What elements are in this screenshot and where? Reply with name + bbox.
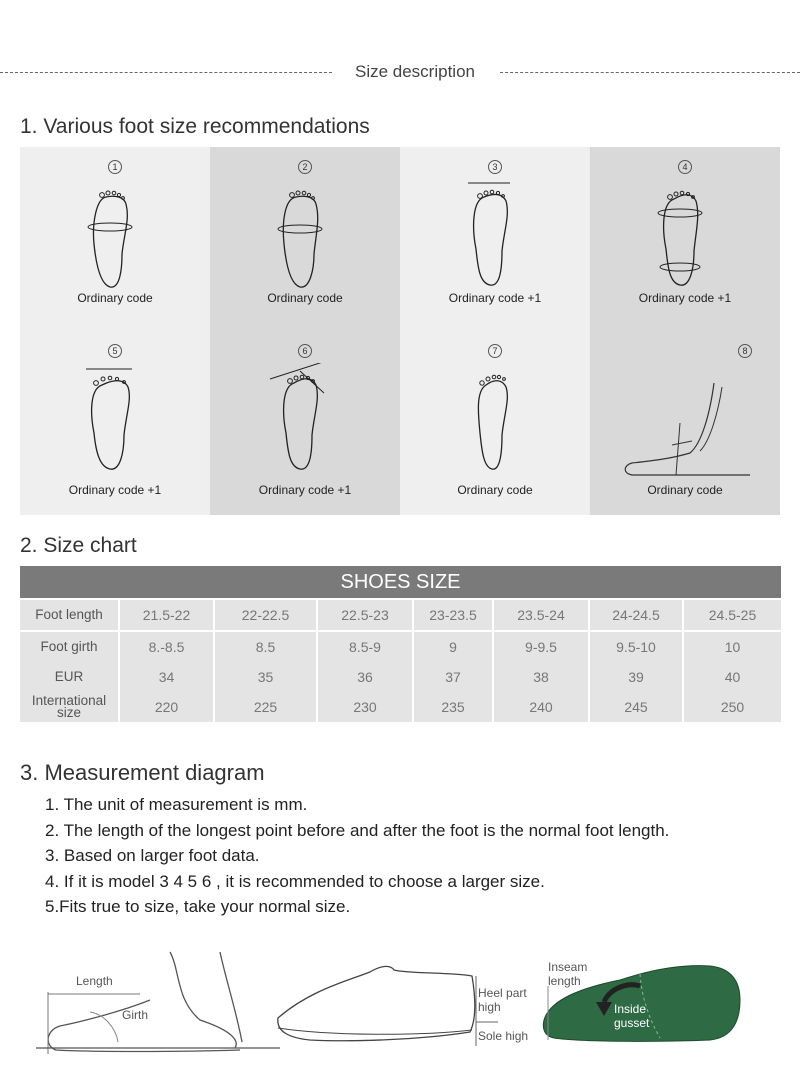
note-item: 3. Based on larger foot data. <box>45 846 260 865</box>
size-chart-row <box>20 692 781 722</box>
size-cell: 35 <box>215 662 318 692</box>
foot-type-cell <box>20 147 210 331</box>
item-number: 8 <box>738 344 752 358</box>
note-item: 1. The unit of measurement is mm. <box>45 795 308 814</box>
section-heading-measurement: 3. Measurement diagram <box>20 760 265 785</box>
size-cell: 240 <box>494 692 590 722</box>
foot-slanted-toes-icon <box>260 363 350 483</box>
size-chart-banner: SHOES SIZE <box>20 566 781 598</box>
inside-gusset-label <box>614 1002 649 1030</box>
foot-width-icon <box>450 179 540 299</box>
section-title-bar <box>0 60 800 84</box>
foot-type-cell <box>20 331 210 515</box>
shoe-height-diagram <box>270 950 500 1060</box>
size-chart-row <box>20 600 781 630</box>
foot-type-cell <box>590 147 780 331</box>
foot-type-cell <box>590 331 780 515</box>
dashed-divider-left <box>0 72 332 73</box>
size-cell: 24.5-25 <box>684 600 781 630</box>
item-number: 6 <box>298 344 312 358</box>
size-cell: 23-23.5 <box>414 600 494 630</box>
foot-length-diagram <box>30 950 290 1060</box>
size-chart-row <box>20 662 781 692</box>
foot-type-cell <box>210 331 400 515</box>
size-cell: 220 <box>120 692 215 722</box>
item-number: 1 <box>108 160 122 174</box>
foot-type-caption: Ordinary code +1 <box>448 291 542 305</box>
measurement-notes <box>45 792 669 920</box>
foot-narrow-icon <box>450 363 540 483</box>
size-cell: 235 <box>414 692 494 722</box>
section-heading-size-chart: 2. Size chart <box>20 534 137 557</box>
row-label-line: size <box>56 705 81 720</box>
size-cell: 22-22.5 <box>215 600 318 630</box>
foot-type-cell <box>210 147 400 331</box>
dashed-divider-right <box>500 72 800 73</box>
size-cell: 230 <box>318 692 414 722</box>
item-number: 3 <box>488 160 502 174</box>
row-label: EUR <box>20 662 120 692</box>
size-cell: 23.5-24 <box>494 600 590 630</box>
size-cell: 9 <box>414 632 494 662</box>
item-number: 2 <box>298 160 312 174</box>
foot-girth-icon <box>260 179 350 299</box>
size-cell: 36 <box>318 662 414 692</box>
foot-type-caption: Ordinary code <box>647 483 723 497</box>
size-cell: 250 <box>684 692 781 722</box>
size-cell: 225 <box>215 692 318 722</box>
note-item: 5.Fits true to size, take your normal size. <box>45 897 351 916</box>
heel-part-label-line: high <box>478 1000 501 1014</box>
size-cell: 9-9.5 <box>494 632 590 662</box>
foot-instep-icon <box>640 179 730 299</box>
size-cell: 24-24.5 <box>590 600 684 630</box>
size-cell: 8.-8.5 <box>120 632 215 662</box>
size-cell: 37 <box>414 662 494 692</box>
size-cell: 8.5 <box>215 632 318 662</box>
size-cell: 38 <box>494 662 590 692</box>
foot-side-view-icon <box>610 363 760 483</box>
size-cell: 21.5-22 <box>120 600 215 630</box>
size-cell: 245 <box>590 692 684 722</box>
foot-type-caption: Ordinary code <box>77 291 153 305</box>
size-cell: 8.5-9 <box>318 632 414 662</box>
size-chart-row <box>20 632 781 662</box>
foot-type-caption: Ordinary code <box>267 291 343 305</box>
row-label <box>20 692 120 722</box>
heel-part-label-line: Heel part <box>478 986 527 1000</box>
size-cell: 40 <box>684 662 781 692</box>
note-item: 2. The length of the longest point before and after the foot is the normal foot length. <box>45 820 670 840</box>
size-cell: 39 <box>590 662 684 692</box>
foot-type-grid <box>20 147 780 515</box>
length-label: Length <box>76 974 113 988</box>
item-number: 5 <box>108 344 122 358</box>
foot-type-cell <box>400 331 590 515</box>
size-cell: 9.5-10 <box>590 632 684 662</box>
inseam-label-line: Inseam <box>548 960 588 974</box>
page-title: Size description <box>354 62 475 81</box>
inside-gusset-label-line: Inside <box>614 1002 647 1016</box>
row-label: Foot girth <box>20 632 120 662</box>
row-label-line: International <box>31 693 107 708</box>
inseam-label-line: length <box>548 974 581 988</box>
foot-type-caption: Ordinary code +1 <box>68 483 162 497</box>
inside-gusset-label-line: gusset <box>614 1016 650 1030</box>
foot-girth-icon <box>70 179 160 299</box>
row-label: Foot length <box>20 600 120 630</box>
sole-high-label: Sole high <box>478 1029 529 1043</box>
section-heading-foot-recommendations: 1. Various foot size recommendations <box>20 115 370 138</box>
inseam-length-label <box>548 960 587 988</box>
note-item: 4. If it is model 3 4 5 6 , it is recommended to choose a larger size. <box>45 871 545 891</box>
item-number: 4 <box>678 160 692 174</box>
item-number: 7 <box>488 344 502 358</box>
heel-part-label <box>478 986 527 1014</box>
foot-type-caption: Ordinary code +1 <box>638 291 732 305</box>
foot-type-caption: Ordinary code +1 <box>258 483 352 497</box>
size-cell: 10 <box>684 632 781 662</box>
foot-type-caption: Ordinary code <box>457 483 533 497</box>
measurement-diagrams <box>0 950 800 1060</box>
foot-type-cell <box>400 147 590 331</box>
girth-label: Girth <box>122 1008 149 1022</box>
size-cell: 22.5-23 <box>318 600 414 630</box>
foot-wide-toes-icon <box>70 363 160 483</box>
size-cell: 34 <box>120 662 215 692</box>
